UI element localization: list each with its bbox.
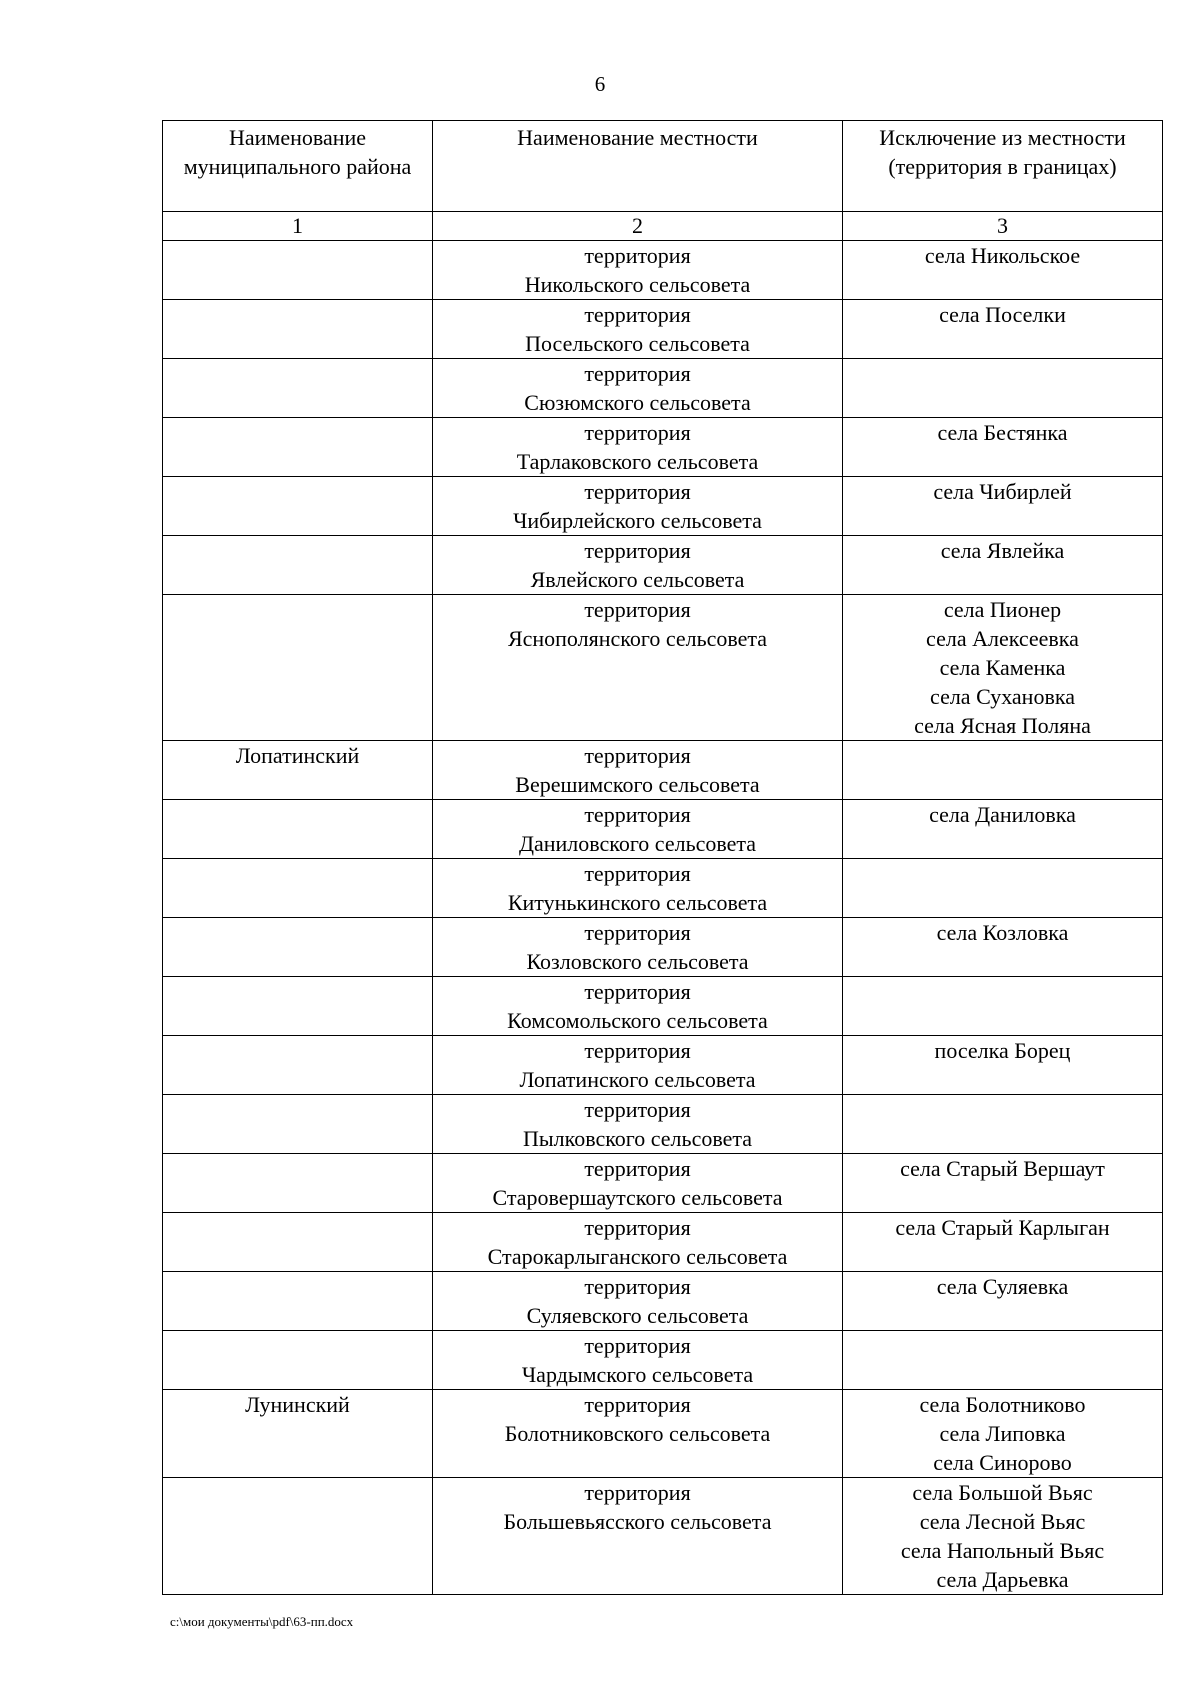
table-row [163,741,1163,800]
district-cell [163,241,433,300]
locality-line: территория [584,1156,691,1181]
exclusion-cell [843,359,1163,418]
district-cell [163,1331,433,1390]
locality-cell [433,1036,843,1095]
locality-line: Даниловского сельсовета [518,831,757,856]
header-locality: Наименование местности [433,121,843,212]
table-row [163,359,1163,418]
exclusion-line: села Никольское [924,243,1081,268]
locality-cell [433,800,843,859]
district-cell [163,800,433,859]
exclusion-line: села Липовка [939,1421,1066,1446]
locality-line: Яснополянского сельсовета [507,626,768,651]
exclusion-line: села Напольный Вьяс [900,1538,1105,1563]
exclusion-cell [843,977,1163,1036]
locality-line: территория [584,1274,691,1299]
locality-cell [433,477,843,536]
exclusion-line: села Дарьевка [936,1567,1069,1592]
district-cell [163,977,433,1036]
locality-cell [433,1272,843,1331]
locality-cell [433,1331,843,1390]
exclusion-line: села Козловка [936,920,1069,945]
column-number: 3 [843,212,1163,241]
locality-line: территория [584,597,691,622]
district-cell [163,477,433,536]
locality-line: территория [584,1333,691,1358]
exclusion-line: села Поселки [939,302,1066,327]
locality-line: Чардымского сельсовета [521,1362,754,1387]
exclusion-cell [843,918,1163,977]
column-number: 1 [163,212,433,241]
district-cell [163,300,433,359]
locality-line: территория [584,861,691,886]
locality-line: территория [584,302,691,327]
exclusion-line: села Болотниково [919,1392,1086,1417]
exclusion-line: села Старый Карлыган [895,1215,1110,1240]
district-cell [163,536,433,595]
exclusion-cell [843,300,1163,359]
header-exclusion: Исключение из местности (территория в границах) [843,121,1163,212]
table-row [163,1154,1163,1213]
exclusion-line: села Суляевка [936,1274,1069,1299]
exclusion-line: села Старый Вершаут [900,1156,1105,1181]
locality-line: Суляевского сельсовета [526,1303,749,1328]
exclusion-cell [843,1331,1163,1390]
table-body [163,241,1163,1595]
table-row [163,1272,1163,1331]
table-row [163,418,1163,477]
locality-cell [433,241,843,300]
exclusion-cell [843,1213,1163,1272]
locality-line: территория [584,1097,691,1122]
locality-line: территория [584,479,691,504]
column-number: 2 [433,212,843,241]
exclusion-line: села Сухановка [930,684,1075,709]
page-number: 6 [594,72,606,96]
exclusion-cell [843,1095,1163,1154]
locality-line: территория [584,802,691,827]
locality-line: Лопатинского сельсовета [519,1067,756,1092]
district-cell [163,1095,433,1154]
exclusion-cell [843,241,1163,300]
exclusion-line: села Большой Вьяс [912,1480,1093,1505]
exclusion-cell [843,536,1163,595]
table-row [163,1095,1163,1154]
locality-cell [433,859,843,918]
district-cell [163,1036,433,1095]
locality-line: Болотниковского сельсовета [504,1421,771,1446]
exclusion-cell [843,800,1163,859]
table-row [163,595,1163,741]
district-cell [163,359,433,418]
exclusion-cell [843,859,1163,918]
locality-line: территория [584,1215,691,1240]
locality-cell [433,977,843,1036]
district-cell: Лопатинский [163,741,433,800]
district-cell [163,918,433,977]
locality-cell [433,1154,843,1213]
exclusion-line: села Каменка [939,655,1066,680]
locality-line: Верешимского сельсовета [515,772,760,797]
locality-line: территория [584,361,691,386]
locality-cell [433,595,843,741]
exclusion-cell [843,418,1163,477]
exclusion-cell [843,1478,1163,1595]
exclusion-line: села Синорово [933,1450,1072,1475]
table-row [163,1036,1163,1095]
locality-line: Посельского сельсовета [525,331,750,356]
exclusion-line: села Ясная Поляна [914,713,1091,738]
locality-line: Пылковского сельсовета [522,1126,753,1151]
locality-line: Козловского сельсовета [526,949,749,974]
exclusion-cell [843,1272,1163,1331]
locality-line: Большевьясского сельсовета [503,1509,772,1534]
table-row [163,1390,1163,1478]
exclusion-cell [843,1036,1163,1095]
locality-line: Старовершаутского сельсовета [492,1185,783,1210]
locality-cell [433,1478,843,1595]
locality-line: территория [584,1480,691,1505]
locality-cell [433,741,843,800]
table-row [163,977,1163,1036]
locality-cell [433,300,843,359]
district-cell [163,1272,433,1331]
exclusion-line: села Бестянка [937,420,1068,445]
district-cell [163,1213,433,1272]
district-cell [163,418,433,477]
locality-line: Сюзюмского сельсовета [524,390,751,415]
locality-line: территория [584,743,691,768]
locality-cell [433,918,843,977]
district-cell [163,859,433,918]
locality-line: Никольского сельсовета [524,272,751,297]
table-row [163,1331,1163,1390]
header-district: Наименование муниципального района [163,121,433,212]
locality-line: территория [584,1392,691,1417]
exclusion-line: села Чибирлей [933,479,1072,504]
localities-table [162,120,1163,1595]
locality-line: территория [584,1038,691,1063]
locality-cell [433,359,843,418]
table-row [163,300,1163,359]
locality-line: Чибирлейского сельсовета [513,508,762,533]
table-row [163,800,1163,859]
district-cell [163,1154,433,1213]
locality-cell [433,418,843,477]
locality-cell [433,536,843,595]
table-row [163,859,1163,918]
column-numbers-row [163,212,1163,241]
exclusion-line: села Явлейка [940,538,1065,563]
exclusion-line: села Даниловка [929,802,1076,827]
exclusion-cell [843,595,1163,741]
locality-line: Старокарлыганского сельсовета [487,1244,788,1269]
exclusion-cell [843,477,1163,536]
exclusion-cell [843,1154,1163,1213]
locality-line: Китунькинского сельсовета [507,890,768,915]
district-cell [163,595,433,741]
locality-line: территория [584,920,691,945]
locality-cell [433,1390,843,1478]
table-row [163,536,1163,595]
exclusion-cell [843,1390,1163,1478]
district-cell: Лунинский [163,1390,433,1478]
locality-line: Комсомольского сельсовета [507,1008,768,1033]
locality-line: территория [584,243,691,268]
table-row [163,918,1163,977]
exclusion-line: села Пионер [943,597,1062,622]
locality-line: Явлейского сельсовета [530,567,745,592]
district-cell [163,1478,433,1595]
table-row [163,241,1163,300]
file-path-footer: c:\мои документы\pdf\63-пп.docx [170,1614,354,1629]
table-row [163,1478,1163,1595]
exclusion-line: села Лесной Вьяс [919,1509,1086,1534]
table-row [163,1213,1163,1272]
locality-line: территория [584,420,691,445]
locality-line: Тарлаковского сельсовета [516,449,759,474]
exclusion-cell [843,741,1163,800]
locality-line: территория [584,538,691,563]
table-header-row [163,121,1163,212]
exclusion-line: села Алексеевка [926,626,1079,651]
exclusion-line: поселка Борец [934,1038,1071,1063]
table-row [163,477,1163,536]
locality-line: территория [584,979,691,1004]
locality-cell [433,1213,843,1272]
locality-cell [433,1095,843,1154]
